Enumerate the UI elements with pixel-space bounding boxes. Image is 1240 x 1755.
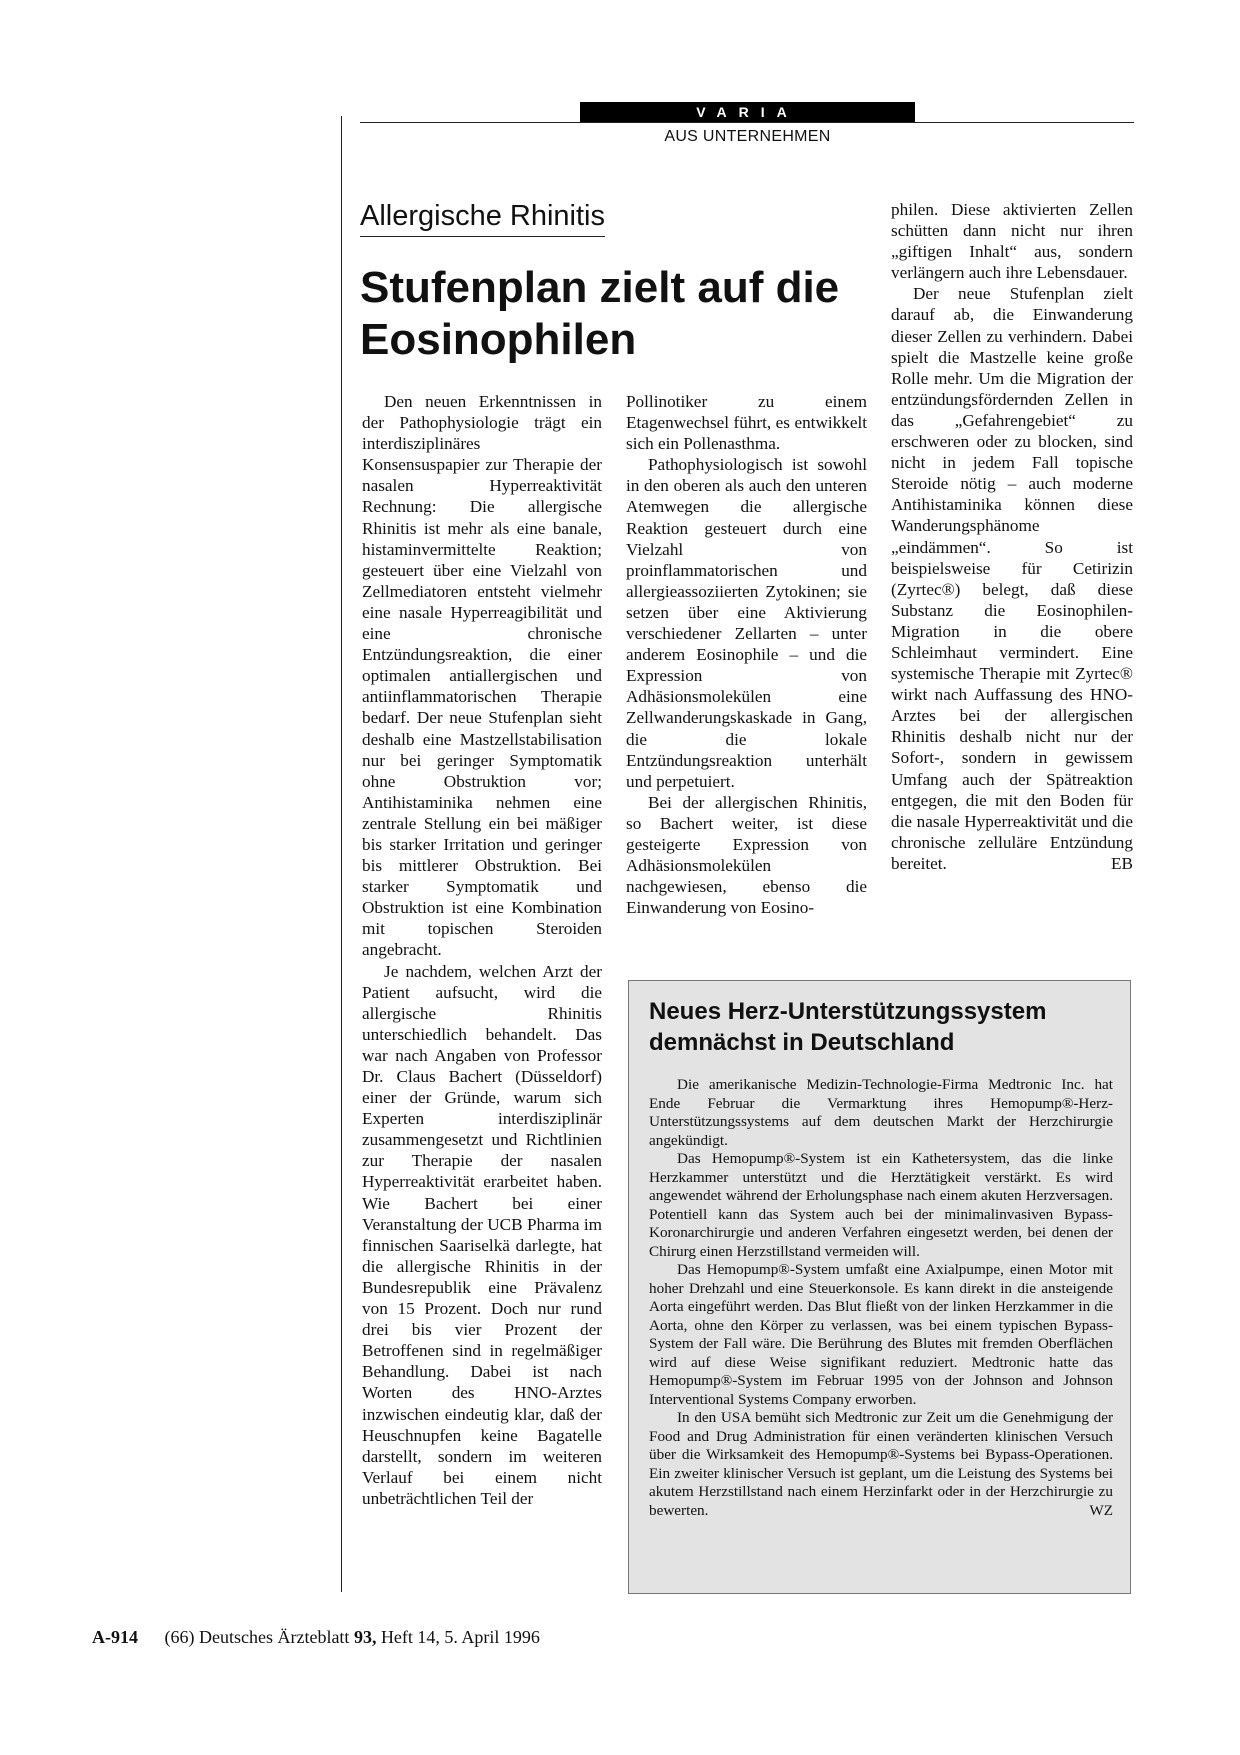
column-divider-rule: [341, 116, 342, 1592]
box-signature: WZ: [1089, 1501, 1113, 1519]
section-label: VARIA: [580, 102, 915, 122]
article-paragraph: Bei der allergischen Rhinitis, so Bachert weiter, ist diese gesteigerte Expression von Adhäsionsmolekülen nachgewiesen, ebenso die Einwanderung von Eosino-: [626, 792, 867, 918]
article-column-1: [362, 391, 602, 1509]
box-body: [649, 1076, 1113, 1520]
citation-prefix: (66) Deutsches Ärzteblatt: [164, 1627, 350, 1647]
article-paragraph: Je nachdem, welchen Arzt der Patient aufsucht, wird die allergische Rhinitis unterschiedlich behandelt. Das war nach Angaben von Professor Dr. Claus Bachert (Düsseldorf) einer der Gründe, warum sich Experten interdisziplinär zusammengesetzt und Richtlinien zur Therapie der nasalen Hyperreaktivität erarbeitet haben. Wie Bachert bei einer Veranstaltung der UCB Pharma im finnischen Saariselkä darlegte, hat die allergische Rhinitis in der Bundesrepublik eine Prävalenz von 15 Prozent. Doch nur rund drei bis vier Prozent der Betroffenen sind in regelmäßiger Behandlung. Dabei ist nach Worten des HNO-Arztes inzwischen eindeutig klar, daß der Heuschnupfen keine Bagatelle darstellt, sondern im weiteren Verlauf bei einem nicht unbeträchtlichen Teil der: [362, 961, 602, 1508]
subsection-label: AUS UNTERNEHMEN: [664, 128, 831, 145]
article-paragraph: Den neuen Erkenntnissen in der Pathophysiologie trägt ein interdisziplinäres Konsensuspapier zur Therapie der nasalen Hyperreaktivität Rechnung: Die allergische Rhinitis ist mehr als eine banale, histaminvermittelte Reaktion; gesteuert über eine Vielzahl von Zellmediatoren entsteht vielmehr eine nasale Hyperreagibilität und eine chronische Entzündungsreaktion, die einer optimalen antiallergischen und antiinflammatorischen Therapie bedarf. Der neue Stufenplan sieht deshalb eine Mastzellstabilisation nur bei geringer Symptomatik ohne Obstruktion vor; Antihistaminika nehmen eine zentrale Stellung ein bei mäßiger bis starker Irritation und geringer bis mittlerer Obstruktion. Bei starker Symptomatik und Obstruktion ist eine Kombination mit topischen Steroiden angebracht.: [362, 392, 602, 960]
article-signature: EB: [1111, 853, 1133, 873]
article-paragraph: [891, 283, 1133, 874]
article-paragraph: Pathophysiologisch ist sowohl in den oberen als auch den unteren Atemwegen die allergische Reaktion gesteuert durch eine Vielzahl von proinflammatorischen und allergieassoziierten Zytokinen; sie setzen über eine Aktivierung verschiedener Zellarten – unter anderem Eosinophile – und die Expression von Adhäsionsmolekülen eine Zellwanderungskaskade in Gang, die die lokale Entzündungsreaktion unterhält und perpetuiert.: [626, 455, 867, 791]
box-paragraph: Das Hemopump®-System ist ein Kathetersystem, das die linke Herzkammer unterstützt und die Herztätigkeit verstärkt. Es wird angewendet während der Erholungsphase nach einem akuten Herzversagen. Potentiell kann das System auch bei der minimalinvasiven Bypass-Koronarchirurgie und anderen Verfahren eingesetzt werden, bei denen der Chirurg einen Herzstillstand vermeiden will.: [649, 1150, 1113, 1260]
box-paragraph: Die amerikanische Medizin-Technologie-Firma Medtronic Inc. hat Ende Februar die Vermarktung ihres Hemopump®-Herz-Unterstützungssystems auf dem deutschen Markt der Herzchirurgie angekündigt.: [649, 1076, 1113, 1149]
citation-suffix: Heft 14, 5. April 1996: [380, 1627, 540, 1647]
page-footer: [92, 1627, 540, 1648]
box-paragraph-text: In den USA bemüht sich Medtronic zur Zeit um die Genehmigung der Food and Drug Administration für einen veränderten klinischen Versuch über die Wirksamkeit des Hemopump®-Systems bei Bypass-Operationen. Ein zweiter klinischer Versuch ist geplant, um die Leistung des Systems bei akutem Herzstillstand nach einem Herzinfarkt oder in der Herzchirurgie zu bewerten.: [649, 1409, 1113, 1519]
article-kicker: Allergische Rhinitis: [360, 200, 605, 237]
news-box: [628, 980, 1131, 1594]
box-paragraph: [649, 1409, 1113, 1520]
page-number: A-914: [92, 1627, 138, 1647]
article-paragraph-text: Der neue Stufenplan zielt darauf ab, die Einwanderung dieser Zellen zu verhindern. Dabei spielt die Mastzelle keine große Rolle mehr. Um die Migration der entzündungsfördernden Zellen in das „Gefahrengebiet“ zu erschweren oder zu blocken, sind nicht in jedem Fall topische Steroide nötig – auch moderne Antihistaminika können diese Wanderungsphänome „eindämmen“. So ist beispielsweise für Cetirizin (Zyrtec®) belegt, daß diese Substanz die Eosinophilen-Migration in die obere Schleimhaut vermindert. Eine systemische Therapie mit Zyrtec® wirkt nach Auffassung des HNO-Arztes bei der allergischen Rhinitis deshalb nicht nur der Sofort-, sondern in gewissem Umfang auch der Spätreaktion entgegen, die mit den Boden für die nasale Hyperreaktivität und die chronische zelluläre Entzündung bereitet.: [891, 284, 1133, 873]
box-paragraph: Das Hemopump®-System umfaßt eine Axialpumpe, einen Motor mit hoher Drehzahl und eine Steuerkonsole. Es kann direkt in die ansteigende Aorta eingeführt werden. Das Blut fließt von der linken Herzkammer in die Aorta, ohne den Körper zu verlassen, was bei einem typischen Bypass-System der Fall wäre. Die Berührung des Blutes mit fremden Oberflächen wird auf diese Weise signifikant reduziert. Medtronic hatte das Hemopump®-System im Februar 1995 von der Johnson and Johnson Interventional Systems Company erworben.: [649, 1261, 1113, 1408]
article-column-2: [626, 391, 867, 918]
article-paragraph: Pollinotiker zu einem Etagenwechsel führt, es entwikkelt sich ein Pollenasthma.: [626, 392, 867, 454]
section-header-rule: [360, 122, 1134, 123]
article-headline: Stufenplan zielt auf die Eosinophilen: [360, 263, 840, 364]
article-paragraph: philen. Diese aktivierten Zellen schütten dann nicht nur ihren „giftigen Inhalt“ aus, sondern verlängern auch ihre Lebensdauer.: [891, 200, 1133, 283]
article-column-3: [891, 199, 1133, 874]
citation-volume: 93,: [353, 1627, 377, 1647]
box-headline: Neues Herz-Unterstützungssystem demnächst in Deutschland: [649, 998, 1047, 1056]
